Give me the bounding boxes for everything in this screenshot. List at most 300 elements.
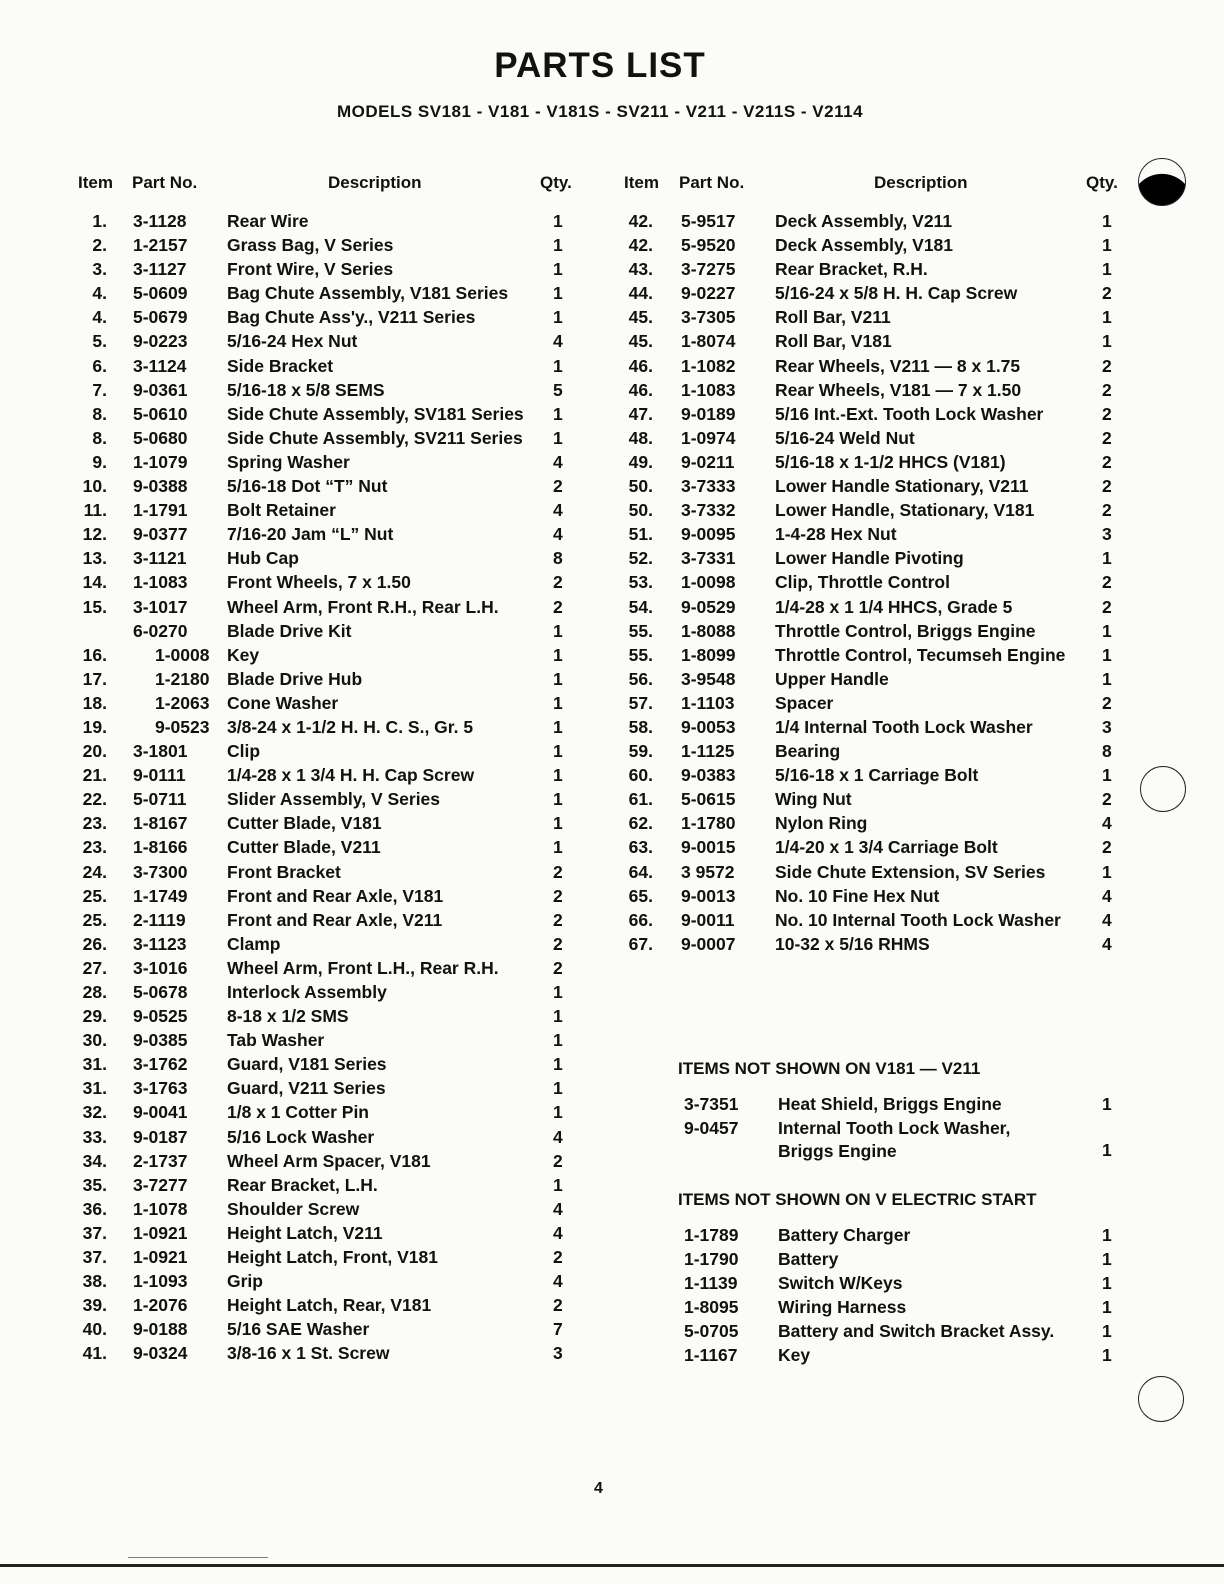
table-row (684, 1092, 1184, 1116)
item-number: 5. (92, 331, 107, 352)
part-number: 1-0008 (155, 644, 210, 665)
table-row (75, 1341, 575, 1365)
quantity: 1 (553, 1078, 563, 1099)
item-number: 2. (92, 235, 107, 256)
quantity: 1 (553, 1102, 563, 1123)
part-description: 5/16 Int.-Ext. Tooth Lock Washer (775, 403, 1044, 424)
item-number: 67. (628, 933, 653, 954)
part-description: 5/16-24 Weld Nut (775, 427, 915, 448)
table-row (619, 884, 1119, 908)
part-description: Tab Washer (227, 1030, 325, 1051)
quantity: 2 (1102, 427, 1112, 448)
table-row (684, 1116, 1184, 1162)
part-description: Rear Bracket, R.H. (775, 259, 928, 280)
part-description: 5/16-18 x 5/8 SEMS (227, 379, 385, 400)
part-description: Front Wheels, 7 x 1.50 (227, 572, 411, 593)
part-number: 5-0615 (681, 789, 736, 810)
quantity: 8 (553, 548, 563, 569)
item-number: 66. (628, 909, 653, 930)
quantity: 2 (1102, 789, 1112, 810)
table-row (75, 1173, 575, 1197)
table-row (75, 956, 575, 980)
not-shown-v181-v211-table (684, 1092, 1184, 1162)
part-description: Grass Bag, V Series (227, 235, 394, 256)
table-row (75, 305, 575, 329)
item-number: 65. (628, 885, 653, 906)
item-number: 34. (82, 1150, 107, 1171)
item-number: 10. (82, 476, 107, 497)
part-description: 1/4-28 x 1 3/4 H. H. Cap Screw (227, 765, 475, 786)
table-row (75, 1052, 575, 1076)
part-number: 5-0610 (133, 403, 188, 424)
table-row (75, 691, 575, 715)
part-description-line: Briggs Engine (778, 1141, 897, 1162)
quantity: 4 (553, 524, 563, 545)
part-number: 9-0011 (681, 909, 735, 930)
part-number: 9-0529 (681, 596, 736, 617)
part-number: 2-1119 (133, 909, 186, 930)
part-description: 5/16-24 x 5/8 H. H. Cap Screw (775, 283, 1018, 304)
part-number: 1-1125 (681, 741, 735, 762)
part-number: 5-9520 (681, 235, 736, 256)
part-number: 1-1789 (684, 1225, 739, 1245)
table-row (75, 715, 575, 739)
item-number: 39. (82, 1295, 107, 1316)
part-description-line: Wiring Harness (778, 1297, 907, 1318)
item-number: 3. (92, 259, 107, 280)
part-description: Height Latch, Front, V181 (227, 1247, 438, 1268)
part-description: 1/4-20 x 1 3/4 Carriage Bolt (775, 837, 998, 858)
table-row (75, 329, 575, 353)
part-number: 9-0095 (681, 524, 736, 545)
table-row (75, 908, 575, 932)
table-row (619, 570, 1119, 594)
table-row (75, 209, 575, 233)
item-number: 53. (628, 572, 653, 593)
table-row (75, 1269, 575, 1293)
table-row (619, 835, 1119, 859)
item-number: 31. (82, 1054, 107, 1075)
quantity: 2 (553, 909, 563, 930)
part-number: 1-1083 (133, 572, 188, 593)
item-number: 43. (628, 259, 653, 280)
table-row (684, 1319, 1184, 1343)
item-number: 55. (628, 620, 653, 641)
section-heading-not-shown-electric: ITEMS NOT SHOWN ON V ELECTRIC START (678, 1190, 1037, 1209)
table-row (619, 305, 1119, 329)
item-number: 37. (82, 1222, 107, 1243)
part-number: 3-1801 (133, 741, 188, 762)
item-number: 62. (628, 813, 653, 834)
part-description: Clip (227, 741, 261, 762)
table-row (75, 546, 575, 570)
part-number: 1-2063 (155, 692, 210, 713)
table-row (684, 1271, 1184, 1295)
part-number: 3-7333 (681, 476, 736, 497)
part-number: 9-0385 (133, 1030, 188, 1051)
part-number: 5-0678 (133, 982, 188, 1002)
quantity: 2 (1102, 476, 1112, 497)
part-number: 9-0525 (133, 1006, 188, 1027)
part-description: Blade Drive Hub (227, 668, 363, 689)
page-number: 4 (594, 1480, 603, 1497)
table-row (619, 932, 1119, 956)
part-number: 1-1093 (133, 1271, 188, 1292)
item-number: 18. (82, 692, 107, 713)
table-row (75, 233, 575, 257)
part-number: 3-1762 (133, 1054, 188, 1075)
quantity: 4 (553, 1198, 563, 1219)
part-number: 1-8095 (684, 1297, 739, 1318)
item-number: 23. (82, 813, 107, 834)
part-description: Side Bracket (227, 355, 334, 376)
part-description: 7/16-20 Jam “L” Nut (227, 524, 394, 545)
table-row (75, 1076, 575, 1100)
quantity: 4 (553, 1222, 563, 1243)
part-number: 9-0053 (681, 716, 736, 737)
item-number: 64. (628, 861, 653, 882)
item-number: 48. (628, 427, 653, 448)
item-number: 46. (628, 379, 653, 400)
part-description-line: Battery Charger (778, 1225, 911, 1245)
table-row (75, 354, 575, 378)
part-description (778, 1249, 838, 1270)
part-description: Front and Rear Axle, V181 (227, 885, 444, 906)
item-number: 49. (628, 451, 653, 472)
part-number: 9-0377 (133, 524, 188, 545)
quantity: 1 (1102, 1297, 1112, 1318)
part-number: 3-7300 (133, 861, 188, 882)
parts-table-left (75, 209, 575, 1366)
item-number: 16. (82, 644, 107, 665)
part-description: Guard, V211 Series (227, 1078, 386, 1099)
quantity: 1 (1102, 259, 1112, 280)
item-number: 44. (628, 283, 653, 304)
item-number: 60. (628, 765, 653, 786)
part-description: Bolt Retainer (227, 500, 336, 521)
header-part-no-left: Part No. (132, 173, 198, 192)
quantity: 1 (1102, 548, 1112, 569)
part-number: 5-9517 (681, 211, 736, 231)
part-description: Rear Wire (227, 211, 309, 231)
part-number: 1-0921 (133, 1222, 188, 1243)
part-number: 3-1123 (133, 933, 187, 954)
part-description: Nylon Ring (775, 813, 868, 834)
table-row (75, 1293, 575, 1317)
part-number: 9-0187 (133, 1126, 188, 1147)
quantity: 4 (553, 451, 563, 472)
part-description: Clamp (227, 933, 281, 954)
table-row (75, 643, 575, 667)
quantity: 2 (553, 596, 563, 617)
item-number: 21. (82, 765, 107, 786)
table-row (619, 546, 1119, 570)
part-description (778, 1321, 1054, 1342)
quantity: 1 (1102, 765, 1112, 786)
table-row (684, 1247, 1184, 1271)
item-number: 19. (82, 716, 107, 737)
quantity: 1 (553, 765, 563, 786)
item-number: 22. (82, 789, 107, 810)
item-number: 45. (628, 307, 653, 328)
quantity: 4 (1102, 813, 1112, 834)
quantity: 1 (553, 1030, 563, 1051)
header-item-right: Item (624, 173, 659, 192)
table-row (619, 426, 1119, 450)
part-number: 1-2157 (133, 235, 188, 256)
part-description: 8-18 x 1/2 SMS (227, 1006, 349, 1027)
part-description: Height Latch, Rear, V181 (227, 1295, 432, 1316)
table-row (619, 402, 1119, 426)
part-number: 3-1127 (133, 259, 187, 280)
part-number: 3-7332 (681, 500, 736, 521)
bottom-border (0, 1564, 1224, 1567)
quantity: 4 (553, 1126, 563, 1147)
part-description: 5/16 SAE Washer (227, 1319, 370, 1340)
part-number: 3 9572 (681, 861, 735, 882)
table-row (619, 257, 1119, 281)
part-description: Wheel Arm, Front L.H., Rear R.H. (227, 957, 499, 978)
table-row (75, 1100, 575, 1124)
item-number: 41. (82, 1343, 107, 1364)
item-number: 27. (82, 957, 107, 978)
part-description (778, 1273, 902, 1294)
part-number: 9-0457 (684, 1118, 739, 1139)
part-description (778, 1094, 1002, 1115)
part-description: Bag Chute Assembly, V181 Series (227, 283, 509, 304)
part-description: Roll Bar, V211 (775, 307, 891, 328)
part-description: 3/8-16 x 1 St. Screw (227, 1343, 390, 1364)
table-row (75, 378, 575, 402)
part-description: Bag Chute Ass'y., V211 Series (227, 307, 476, 328)
part-number: 5-0711 (133, 789, 187, 810)
part-description: Grip (227, 1271, 263, 1292)
table-row (75, 450, 575, 474)
part-number: 3-1124 (133, 355, 187, 376)
table-row (75, 1004, 575, 1028)
item-number: 55. (628, 644, 653, 665)
part-description: Interlock Assembly (227, 982, 387, 1002)
part-number: 9-0324 (133, 1343, 188, 1364)
table-row (619, 378, 1119, 402)
item-number: 12. (82, 524, 107, 545)
quantity: 1 (553, 668, 563, 689)
part-number: 1-1780 (681, 813, 736, 834)
part-number: 1-0974 (681, 427, 736, 448)
part-description: 5/16-18 x 1 Carriage Bolt (775, 765, 979, 786)
item-number: 61. (628, 789, 653, 810)
table-row (684, 1295, 1184, 1319)
part-number: 1-8074 (681, 331, 736, 352)
quantity: 4 (553, 331, 563, 352)
table-row (75, 787, 575, 811)
quantity: 1 (1102, 620, 1112, 641)
item-number: 40. (82, 1319, 107, 1340)
quantity: 2 (553, 861, 563, 882)
table-row (75, 739, 575, 763)
item-number: 58. (628, 716, 653, 737)
item-number: 24. (82, 861, 107, 882)
table-row (619, 811, 1119, 835)
part-number: 1-2076 (133, 1295, 188, 1316)
quantity: 4 (1102, 909, 1112, 930)
part-description: Rear Wheels, V211 — 8 x 1.75 (775, 355, 1021, 376)
header-description-left: Description (328, 173, 422, 192)
page-title: PARTS LIST (494, 46, 706, 85)
part-number: 9-0227 (681, 283, 736, 304)
part-number: 2-1737 (133, 1150, 188, 1171)
table-row (619, 691, 1119, 715)
scan-mark (128, 1557, 268, 1558)
part-number: 5-0705 (684, 1321, 739, 1342)
item-number: 42. (628, 235, 653, 256)
part-description: Front Bracket (227, 861, 341, 882)
table-row (75, 1317, 575, 1341)
section-heading-not-shown-v181-v211: ITEMS NOT SHOWN ON V181 — V211 (678, 1059, 981, 1078)
quantity: 1 (1102, 1140, 1112, 1161)
item-number: 42. (628, 211, 653, 231)
part-description: Spring Washer (227, 451, 350, 472)
table-row (75, 281, 575, 305)
quantity: 4 (553, 500, 563, 521)
table-row (75, 811, 575, 835)
quantity: 1 (1102, 307, 1112, 328)
quantity: 1 (553, 741, 563, 762)
part-description: No. 10 Fine Hex Nut (775, 885, 940, 906)
table-row (75, 1197, 575, 1221)
part-description: Throttle Control, Briggs Engine (775, 620, 1036, 641)
table-row (75, 835, 575, 859)
part-number: 9-0211 (681, 451, 735, 472)
item-number: 28. (82, 982, 107, 1002)
part-number: 6-0270 (133, 620, 188, 641)
part-number: 3-7351 (684, 1094, 739, 1114)
table-row (619, 595, 1119, 619)
table-row (75, 522, 575, 546)
part-description: Lower Handle Pivoting (775, 548, 964, 569)
item-number: 59. (628, 741, 653, 762)
part-description: Key (227, 644, 260, 665)
item-number: 9. (92, 451, 107, 472)
quantity: 4 (1102, 885, 1112, 906)
quantity: 1 (553, 837, 563, 858)
part-number: 1-2180 (155, 668, 210, 689)
quantity: 1 (553, 1054, 563, 1075)
quantity: 1 (553, 355, 563, 376)
item-number: 1. (92, 211, 107, 231)
part-number: 1-1749 (133, 885, 188, 906)
part-description: Blade Drive Kit (227, 620, 352, 641)
part-number: 1-1139 (684, 1273, 738, 1294)
item-number: 56. (628, 668, 653, 689)
part-description: Cutter Blade, V181 (227, 813, 382, 834)
part-description: Slider Assembly, V Series (227, 789, 441, 810)
quantity: 1 (1102, 331, 1112, 352)
quantity: 2 (553, 933, 563, 954)
item-number: 25. (82, 885, 107, 906)
part-description: Wheel Arm Spacer, V181 (227, 1150, 431, 1171)
quantity: 2 (1102, 403, 1112, 424)
item-number: 37. (82, 1247, 107, 1268)
quantity: 3 (1102, 716, 1112, 737)
item-number: 54. (628, 596, 653, 617)
item-number: 45. (628, 331, 653, 352)
item-number: 38. (82, 1271, 107, 1292)
part-number: 9-0523 (155, 716, 210, 737)
part-description: Deck Assembly, V211 (775, 211, 953, 231)
table-row (75, 980, 575, 1004)
part-number: 1-1078 (133, 1198, 188, 1219)
part-number: 9-0041 (133, 1102, 188, 1123)
part-description: Rear Bracket, L.H. (227, 1174, 378, 1195)
part-description: Throttle Control, Tecumseh Engine (775, 644, 1066, 665)
quantity: 1 (553, 403, 563, 424)
table-row (75, 498, 575, 522)
item-number: 17. (82, 668, 107, 689)
table-row (75, 763, 575, 787)
header-item-left: Item (78, 173, 113, 192)
part-description: Wheel Arm, Front R.H., Rear L.H. (227, 596, 499, 617)
part-number: 1-1790 (684, 1249, 739, 1270)
table-row (75, 402, 575, 426)
quantity: 2 (553, 1247, 563, 1268)
table-row (619, 619, 1119, 643)
table-row (75, 595, 575, 619)
part-number: 9-0223 (133, 331, 188, 352)
quantity: 2 (1102, 379, 1112, 400)
table-row (619, 498, 1119, 522)
item-number: 14. (82, 572, 107, 593)
table-row (619, 739, 1119, 763)
table-row (75, 1125, 575, 1149)
table-row (619, 474, 1119, 498)
item-number: 4. (92, 283, 107, 304)
table-row (619, 860, 1119, 884)
part-number: 5-0609 (133, 283, 188, 304)
table-row (619, 354, 1119, 378)
item-number: 32. (82, 1102, 107, 1123)
part-number: 3-1016 (133, 957, 188, 978)
table-row (75, 1028, 575, 1052)
quantity: 7 (553, 1319, 563, 1340)
item-number: 23. (82, 837, 107, 858)
item-number: 36. (82, 1198, 107, 1219)
quantity: 1 (553, 283, 563, 304)
item-number: 25. (82, 909, 107, 930)
quantity: 1 (553, 813, 563, 834)
part-description: Upper Handle (775, 668, 889, 689)
quantity: 3 (553, 1343, 563, 1364)
quantity: 1 (553, 427, 563, 448)
item-number: 8. (92, 403, 107, 424)
part-description: 1/8 x 1 Cotter Pin (227, 1102, 369, 1123)
part-description: 5/16-18 x 1-1/2 HHCS (V181) (775, 451, 1006, 472)
part-number: 1-1167 (684, 1345, 738, 1366)
part-description: Shoulder Screw (227, 1198, 360, 1219)
part-number: 9-0013 (681, 885, 736, 906)
part-number: 5-0679 (133, 307, 188, 328)
part-description: Clip, Throttle Control (775, 572, 950, 593)
part-description: Spacer (775, 692, 834, 713)
quantity: 1 (553, 307, 563, 328)
part-description: 1-4-28 Hex Nut (775, 524, 897, 545)
part-number: 1-1079 (133, 451, 188, 472)
part-number: 9-0007 (681, 933, 736, 954)
table-row (619, 233, 1119, 257)
table-row (619, 908, 1119, 932)
part-number: 3-1763 (133, 1078, 188, 1099)
part-description: Lower Handle, Stationary, V181 (775, 500, 1035, 521)
